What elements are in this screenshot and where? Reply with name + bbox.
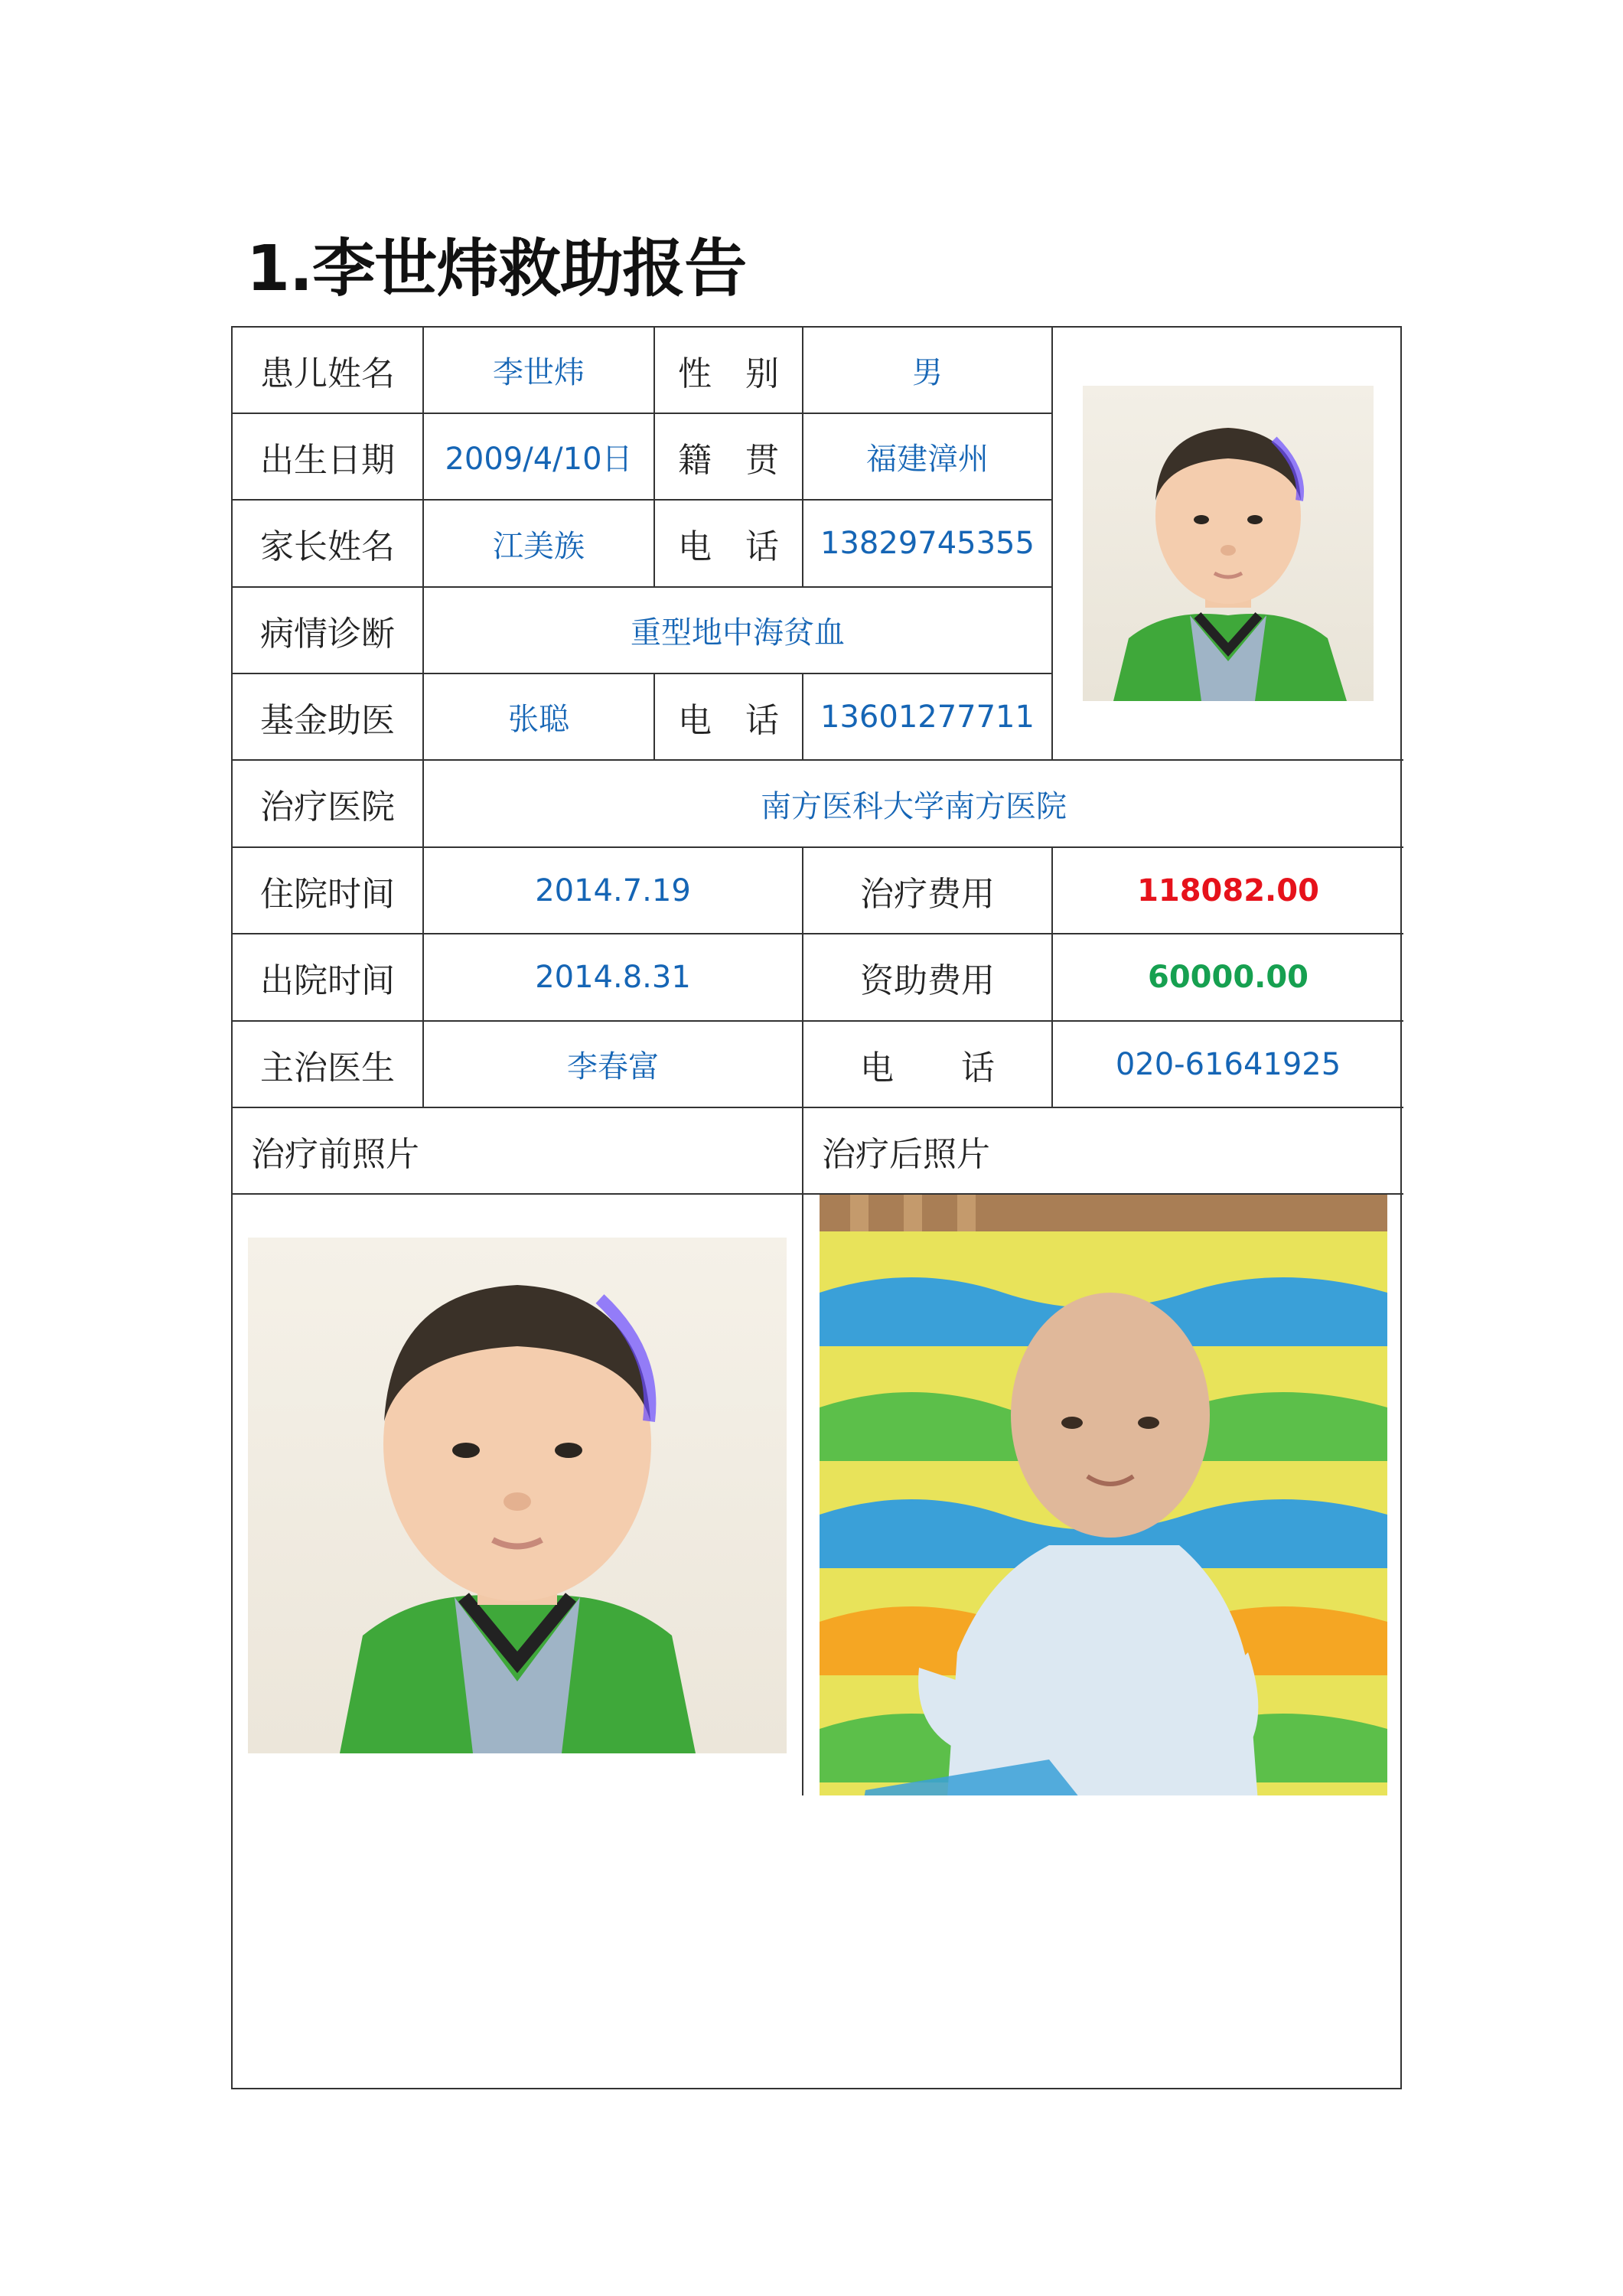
treatment-cost-label: 治疗费用: [803, 848, 1053, 934]
diagnosis-value: 重型地中海贫血: [424, 588, 1053, 674]
patient-name-label: 患儿姓名: [233, 328, 424, 414]
attending-doctor-value: 李春富: [424, 1022, 803, 1108]
after-photo-label: 治疗后照片: [803, 1108, 1403, 1195]
before-photo-label: 治疗前照片: [233, 1108, 803, 1195]
before-treatment-photo: [248, 1238, 787, 1753]
admission-date-label: 住院时间: [233, 848, 424, 934]
attending-doctor-phone-label: 电 话: [803, 1022, 1053, 1108]
after-treatment-photo: [820, 1195, 1387, 1795]
attending-doctor-phone-value: 020-61641925: [1053, 1022, 1403, 1108]
gender-value: 男: [803, 328, 1053, 414]
report-table: [231, 326, 1402, 2089]
hometown-value: 福建漳州: [803, 414, 1053, 501]
after-photo-cell: [803, 1195, 1403, 1795]
gender-label: 性 别: [655, 328, 803, 414]
patient-name-value: 李世炜: [424, 328, 655, 414]
fund-doctor-phone-label: 电 话: [655, 674, 803, 761]
attending-doctor-label: 主治医生: [233, 1022, 424, 1108]
parent-name-label: 家长姓名: [233, 501, 424, 588]
aid-amount-label: 资助费用: [803, 934, 1053, 1022]
page-title: 1.李世炜救助报告: [246, 233, 747, 305]
parent-phone-value: 13829745355: [803, 501, 1053, 588]
birth-date-value: 2009/4/10日: [424, 414, 655, 501]
diagnosis-label: 病情诊断: [233, 588, 424, 674]
discharge-date-label: 出院时间: [233, 934, 424, 1022]
birth-date-label: 出生日期: [233, 414, 424, 501]
fund-doctor-phone-value: 13601277711: [803, 674, 1053, 761]
parent-name-value: 江美族: [424, 501, 655, 588]
before-photo-cell: [233, 1195, 803, 1795]
aid-amount-value: 60000.00: [1053, 934, 1403, 1022]
hospital-value: 南方医科大学南方医院: [424, 761, 1403, 848]
fund-doctor-label: 基金助医: [233, 674, 424, 761]
discharge-date-value: 2014.8.31: [424, 934, 803, 1022]
admission-date-value: 2014.7.19: [424, 848, 803, 934]
fund-doctor-value: 张聪: [424, 674, 655, 761]
hometown-label: 籍 贯: [655, 414, 803, 501]
parent-phone-label: 电 话: [655, 501, 803, 588]
portrait-photo-cell: [1053, 328, 1403, 761]
portrait-photo: [1083, 386, 1374, 701]
treatment-cost-value: 118082.00: [1053, 848, 1403, 934]
hospital-label: 治疗医院: [233, 761, 424, 848]
